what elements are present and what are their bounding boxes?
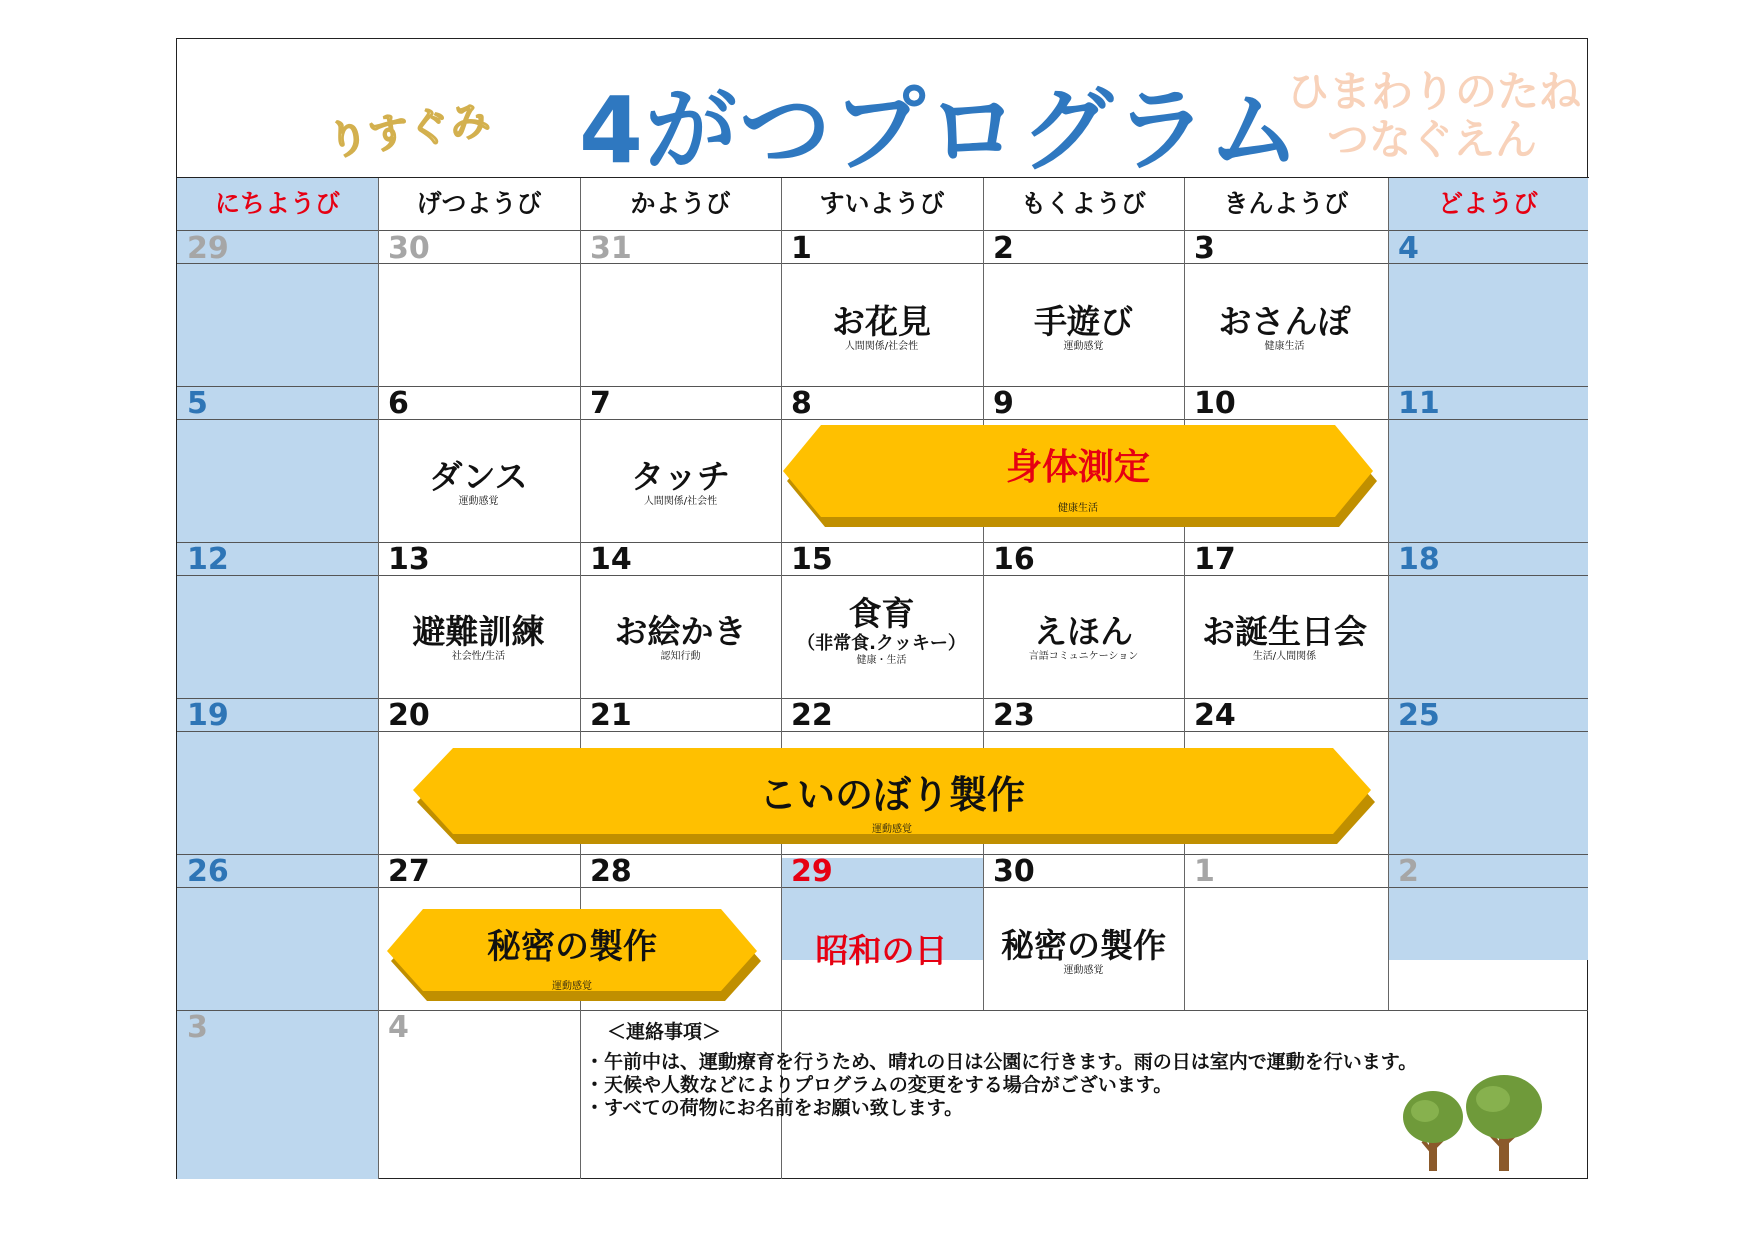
event-title: 手遊び	[1034, 302, 1133, 341]
date-number: 4	[1398, 231, 1419, 266]
page-title: 4がつプログラム	[579, 77, 1303, 184]
event-title: タッチ	[631, 457, 730, 496]
note-line: ・天候や人数などによりプログラムの変更をする場合がございます。	[585, 1074, 1173, 1096]
event-tag: 認知行動	[660, 651, 701, 662]
event-apr13	[378, 613, 579, 663]
date-number: 11	[1398, 386, 1440, 421]
event-title: ダンス	[429, 457, 528, 496]
event-tag: 言語コミュニケーション	[1028, 651, 1139, 662]
event-apr2	[983, 303, 1184, 353]
date-number: 30	[993, 854, 1035, 889]
event-apr14	[580, 613, 781, 663]
date-number: 21	[590, 698, 632, 733]
banner-tag: 運動感覚	[872, 824, 912, 835]
date-number: 7	[590, 386, 611, 421]
banner-title: 身体測定	[1005, 447, 1150, 488]
event-apr7	[580, 458, 781, 508]
banner-secret	[387, 909, 757, 1001]
note-line: ・午前中は、運動療育を行うため、晴れの日は公園に行きます。雨の日は室内で運動を行います。	[585, 1051, 1418, 1073]
weekday-label: もくようび	[1020, 189, 1146, 218]
date-number: 2	[1398, 854, 1419, 889]
note-line: ・すべての荷物にお名前をお願い致します。	[585, 1097, 964, 1119]
date-number: 3	[187, 1010, 208, 1045]
grid-vline	[580, 178, 581, 1179]
date-number: 20	[388, 698, 430, 733]
date-number: 2	[993, 231, 1014, 266]
grid-vline	[1388, 178, 1389, 1010]
event-title: お誕生日会	[1202, 612, 1367, 651]
date-number: 12	[187, 542, 229, 577]
calendar-sheet	[176, 38, 1588, 1179]
event-apr17	[1184, 613, 1385, 663]
date-number: 16	[993, 542, 1035, 577]
school-name-line1: ひまわりのたね	[1287, 67, 1582, 116]
holiday-title: 昭和の日	[815, 931, 948, 970]
date-number: 15	[791, 542, 833, 577]
date-number: 13	[388, 542, 430, 577]
event-title: おさんぽ	[1218, 302, 1351, 341]
date-number: 26	[187, 854, 229, 889]
tree-large-icon	[1466, 1075, 1542, 1171]
weekday-label: にちようび	[214, 189, 340, 218]
date-number: 27	[388, 854, 430, 889]
event-tag: 人間関係/社会性	[844, 341, 919, 352]
date-number: 8	[791, 386, 812, 421]
event-title: お絵かき	[614, 612, 747, 651]
date-number: 29	[791, 854, 833, 889]
event-apr30	[983, 927, 1184, 977]
weekday-label: かようび	[630, 189, 731, 218]
banner-tag: 健康生活	[1058, 503, 1098, 514]
notes-list	[585, 1051, 1417, 1120]
date-number: 6	[388, 386, 409, 421]
date-number: 17	[1194, 542, 1236, 577]
event-title: 秘密の製作	[1001, 926, 1166, 965]
date-number: 10	[1194, 386, 1236, 421]
date-number: 25	[1398, 698, 1440, 733]
date-number: 19	[187, 698, 229, 733]
date-number: 4	[388, 1010, 409, 1045]
event-tag: 社会性/生活	[451, 651, 506, 662]
date-number: 18	[1398, 542, 1440, 577]
banner-title: 秘密の製作	[487, 927, 657, 967]
tree-small-icon	[1403, 1091, 1463, 1171]
banner-measure	[783, 425, 1373, 531]
event-title: お花見	[832, 302, 931, 341]
date-number: 1	[1194, 854, 1215, 889]
event-apr6	[378, 458, 579, 508]
event-apr15	[781, 595, 982, 667]
event-title: えほん	[1034, 612, 1133, 651]
grid-vline	[378, 178, 379, 1179]
date-number: 3	[1194, 231, 1215, 266]
event-title: 避難訓練	[412, 612, 545, 651]
event-tag: 健康・生活	[856, 655, 907, 666]
date-number: 22	[791, 698, 833, 733]
date-number: 23	[993, 698, 1035, 733]
event-apr16	[983, 613, 1184, 663]
event-subtitle: （非常食.クッキー）	[797, 633, 966, 654]
date-number: 24	[1194, 698, 1236, 733]
event-tag: 運動感覚	[1063, 965, 1104, 976]
weekday-label: きんようび	[1223, 189, 1349, 218]
date-number: 29	[187, 231, 229, 266]
event-apr29	[781, 932, 982, 970]
event-title: 食育	[848, 594, 915, 633]
event-tag: 運動感覚	[1063, 341, 1104, 352]
date-number: 30	[388, 231, 430, 266]
weekday-label: げつようび	[416, 189, 542, 218]
weekday-label: どようび	[1437, 189, 1538, 218]
event-tag: 運動感覚	[458, 496, 499, 507]
trees-illustration	[1389, 1075, 1549, 1175]
class-name: りすぐみ	[325, 96, 494, 166]
event-apr1	[781, 303, 982, 353]
date-number: 14	[590, 542, 632, 577]
date-number: 5	[187, 386, 208, 421]
banner-title: こいのぼり製作	[758, 773, 1025, 817]
date-number: 9	[993, 386, 1014, 421]
weekday-label: すいようび	[819, 189, 945, 218]
date-number: 31	[590, 231, 632, 266]
event-tag: 生活/人間関係	[1252, 651, 1317, 662]
banner-tag: 運動感覚	[552, 981, 592, 992]
event-tag: 人間関係/社会性	[643, 496, 718, 507]
event-tag: 健康生活	[1264, 341, 1305, 352]
date-number: 28	[590, 854, 632, 889]
notes-heading: ＜連絡事項＞	[607, 1021, 722, 1043]
event-apr3	[1184, 303, 1385, 353]
banner-koinobori	[413, 748, 1371, 846]
school-name-line2: つなぐえん	[1327, 115, 1538, 164]
date-number: 1	[791, 231, 812, 266]
